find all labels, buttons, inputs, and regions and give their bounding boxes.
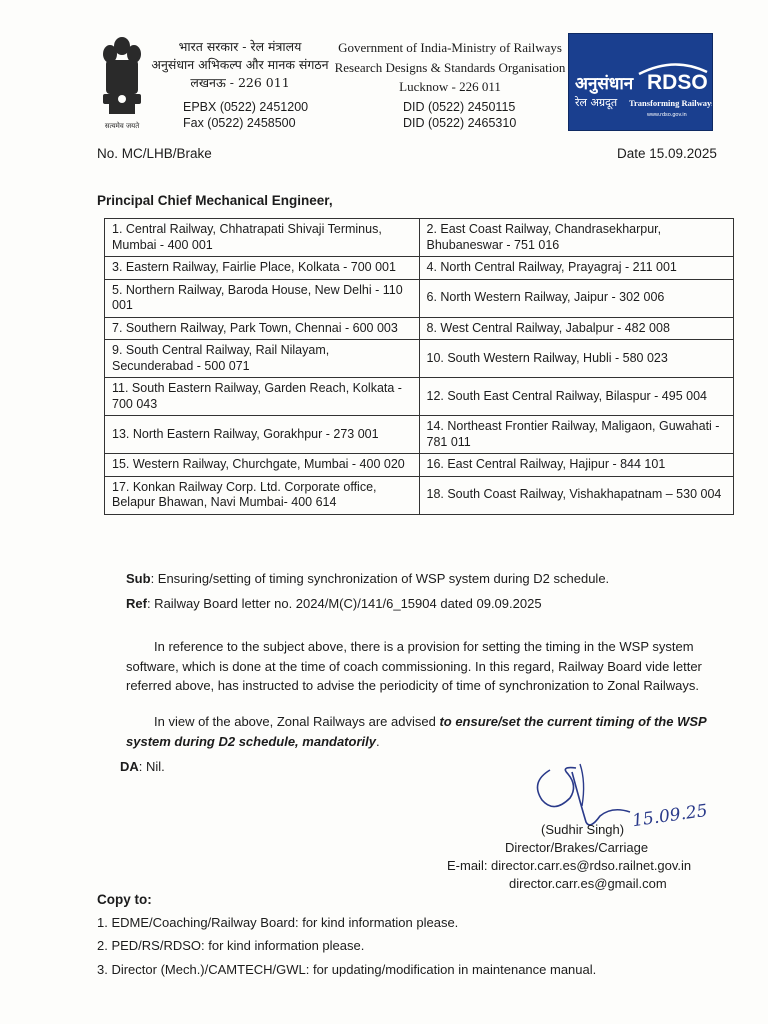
epbx-number: EPBX (0522) 2451200 [183,100,309,114]
handwritten-date: 15.09.25 [630,800,709,832]
zone-cell: 13. North Eastern Railway, Gorakhpur - 273 001 [105,416,420,454]
hindi-contact-block [183,99,308,131]
zone-row [105,257,734,280]
zone-row [105,279,734,317]
zone-cell: 12. South East Central Railway, Bilaspur - 495 004 [419,378,734,416]
copy-to-item: 1. EDME/Coaching/Railway Board: for kind information please. [97,915,459,930]
body-paragraph-2 [126,712,716,751]
subject-label: Sub [126,571,151,586]
zone-cell: 8. West Central Railway, Jabalpur - 482 008 [419,317,734,340]
zone-cell: 6. North Western Railway, Jaipur - 302 006 [419,279,734,317]
para2-text: In view of the above, Zonal Railways are advised [154,714,440,729]
subject-text: : Ensuring/setting of timing synchronization of WSP system during D2 schedule. [150,571,610,586]
zone-cell: 15. Western Railway, Churchgate, Mumbai - 400 020 [105,454,420,477]
reference-label: Ref [126,596,147,611]
copy-to-heading: Copy to: [97,892,152,907]
zone-cell: 7. Southern Railway, Park Town, Chennai - 600 003 [105,317,420,340]
rdso-logo-icon [569,34,712,130]
rdso-logo [568,33,713,131]
signatory-designation: Director/Brakes/Carriage [505,840,649,855]
copy-to-item: 3. Director (Mech.)/CAMTECH/GWL: for updating/modification in maintenance manual. [97,962,597,977]
zone-cell: 10. South Western Railway, Hubli - 580 023 [419,340,734,378]
english-line: Research Designs & Standards Organisation [334,59,566,75]
national-emblem-icon [97,32,147,134]
reference-line [126,596,542,611]
reference-text: : Railway Board letter no. 2024/M(C)/141/6_15904 dated 09.09.2025 [146,596,542,611]
zone-cell: 11. South Eastern Railway, Garden Reach, Kolkata - 700 043 [105,378,420,416]
para2-end: . [375,733,380,749]
english-org-header [330,38,570,97]
body-paragraph-1: In reference to the subject above, there is a provision for setting the timing in the WSP system software, which is done at the time of coach commissioning. In this regard, Railway Board vide letter referred above, has instructed to advise the periodicity of time of synchronization to Zonal Railways. [126,639,702,693]
para2-emphasis: to ensure/set the current timing of the WSP system during D2 schedule, mandatorily [126,714,707,749]
svg-text:RDSO: RDSO [647,71,708,94]
signatory-email-alternate: director.carr.es@gmail.com [509,876,667,891]
did-number: DID (0522) 2465310 [403,116,517,130]
zonal-railways-table [104,218,734,515]
english-line: Lucknow - 226 011 [399,79,501,94]
hindi-line: भारत सरकार - रेल मंत्रालय [178,39,302,54]
english-contact-block [403,99,516,131]
hindi-line: अनुसंधान अभिकल्प और मानक संगठन [151,57,329,72]
subject-line [126,571,609,586]
copy-to-item: 2. PED/RS/RDSO: for kind information please. [97,938,365,953]
da-label: DA [120,759,139,774]
zone-row [105,219,734,257]
zone-cell: 17. Konkan Railway Corp. Ltd. Corporate office, Belapur Bhawan, Navi Mumbai- 400 614 [105,476,420,514]
zone-cell: 5. Northern Railway, Baroda House, New Delhi - 110 001 [105,279,420,317]
svg-text:रेल अग्रदूत: रेल अग्रदूत [575,96,618,109]
addressee: Principal Chief Mechanical Engineer, [97,193,333,208]
hindi-org-header [150,38,330,92]
english-line: Government of India-Ministry of Railways [338,40,562,55]
svg-text:Transforming Railways: Transforming Railways [629,98,712,108]
zone-cell: 4. North Central Railway, Prayagraj - 211 001 [419,257,734,280]
zone-row [105,454,734,477]
zone-cell: 14. Northeast Frontier Railway, Maligaon, Guwahati - 781 011 [419,416,734,454]
zone-cell: 3. Eastern Railway, Fairlie Place, Kolkata - 700 001 [105,257,420,280]
zone-cell: 1. Central Railway, Chhatrapati Shivaji Terminus, Mumbai - 400 001 [105,219,420,257]
zone-row [105,317,734,340]
zone-cell: 18. South Coast Railway, Vishakhapatnam – 530 004 [419,476,734,514]
zone-cell: 2. East Coast Railway, Chandrasekharpur, Bhubaneswar - 751 016 [419,219,734,257]
da-line [120,759,165,774]
svg-text:अनुसंधान: अनुसंधान [575,74,634,94]
did-number: DID (0522) 2450115 [403,100,516,114]
zone-row [105,378,734,416]
letter-date: Date 15.09.2025 [617,146,717,161]
svg-text:सत्यमेव जयते: सत्यमेव जयते [104,122,140,130]
zone-cell: 16. East Central Railway, Hajipur - 844 101 [419,454,734,477]
fax-number: Fax (0522) 2458500 [183,116,296,130]
zone-row [105,340,734,378]
svg-text:www.rdso.gov.in: www.rdso.gov.in [647,112,687,118]
signatory-email-official: E-mail: director.carr.es@rdso.railnet.gov.in [447,858,692,873]
da-text: : Nil. [138,759,165,774]
zone-cell: 9. South Central Railway, Rail Nilayam, Secunderabad - 500 071 [105,340,420,378]
letter-reference-number: No. MC/LHB/Brake [97,146,212,161]
hindi-line: लखनऊ - 226 011 [190,75,290,90]
zone-row [105,416,734,454]
zone-row [105,476,734,514]
signatory-name: (Sudhir Singh) [541,822,625,837]
